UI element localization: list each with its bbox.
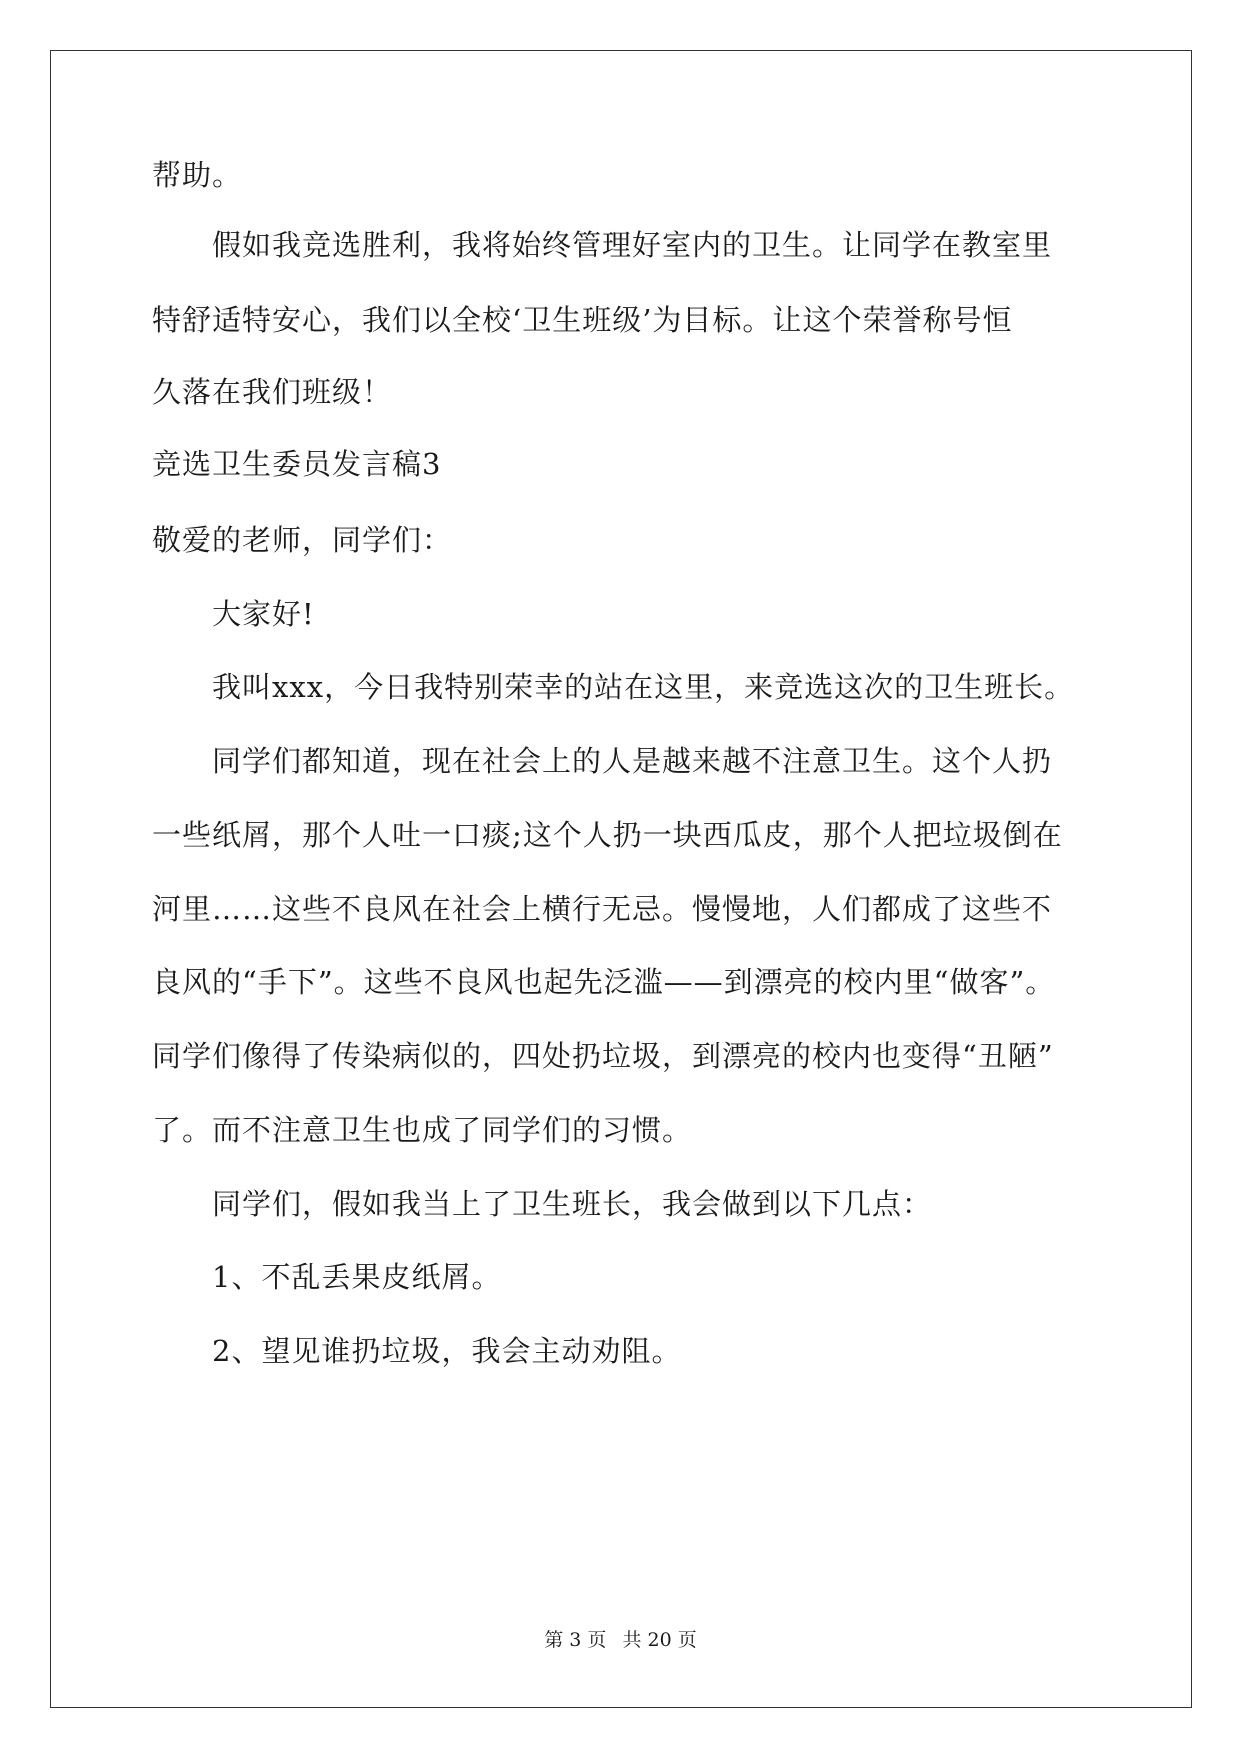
body-line-8: 我叫xxx，今日我特别荣幸的站在这里，来竞选这次的卫生班长。 [152, 670, 1075, 704]
salutation: 敬爱的老师，同学们： [152, 523, 453, 557]
page-border [50, 50, 1192, 1708]
page-number: 第 3 页 [544, 1629, 607, 1651]
body-line-3: 特舒适特安心，我们以全校‘卫生班级’为目标。让这个荣誉称号恒 [152, 303, 1013, 337]
body-line-9: 同学们都知道，现在社会上的人是越来越不注意卫生。这个人扔 [152, 744, 1053, 778]
body-line-12: 良风的“手下”。这些不良风也起先泛滥——到漂亮的校内里“做客”。 [152, 965, 1056, 999]
list-item-2: 2、望见谁扔垃圾，我会主动劝阻。 [152, 1334, 682, 1368]
body-line-4: 久落在我们班级！ [152, 375, 393, 409]
list-item-1: 1、不乱丢果皮纸屑。 [152, 1260, 502, 1294]
body-line-11: 河里……这些不良风在社会上横行无忌。慢慢地，人们都成了这些不 [152, 892, 1053, 926]
page-footer [0, 1625, 1241, 1652]
section-heading: 竞选卫生委员发言稿3 [152, 447, 442, 481]
body-line-10: 一些纸屑，那个人吐一口痰;这个人扔一块西瓜皮，那个人把垃圾倒在 [152, 818, 1063, 852]
body-line-1: 帮助。 [152, 158, 243, 192]
body-line-13: 同学们像得了传染病似的，四处扔垃圾，到漂亮的校内也变得“丑陋” [152, 1039, 1054, 1073]
body-line-14: 了。而不注意卫生也成了同学们的习惯。 [152, 1113, 693, 1147]
body-line-15: 同学们，假如我当上了卫生班长，我会做到以下几点： [152, 1187, 933, 1221]
greeting: 大家好! [152, 597, 315, 631]
body-line-2: 假如我竞选胜利，我将始终管理好室内的卫生。让同学在教室里 [152, 228, 1053, 262]
page-total: 共 20 页 [622, 1629, 697, 1651]
